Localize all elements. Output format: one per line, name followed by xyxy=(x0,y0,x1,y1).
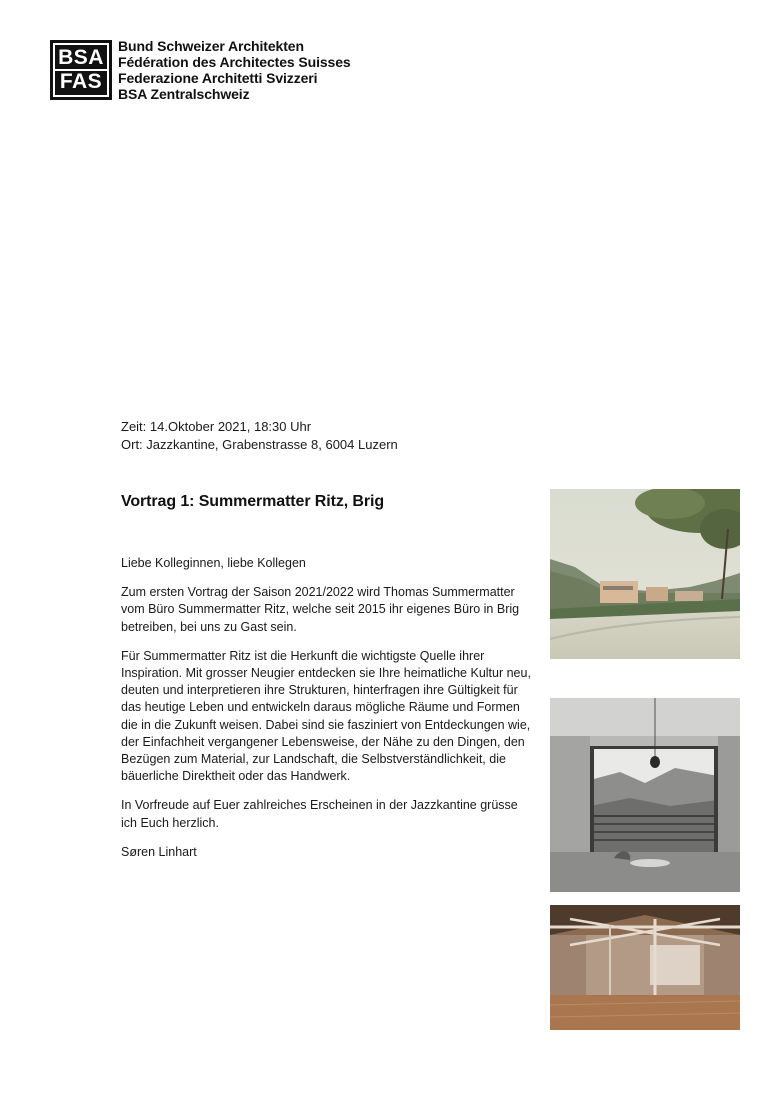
project-image-landscape xyxy=(550,489,740,659)
bsa-fas-logo xyxy=(50,40,112,100)
project-image-interior xyxy=(550,698,740,892)
attic-illustration xyxy=(550,905,740,1030)
project-image-attic xyxy=(550,905,740,1030)
letter-greeting: Liebe Kolleginnen, liebe Kollegen xyxy=(121,556,306,570)
event-details xyxy=(121,418,398,454)
org-name-german: Bund Schweizer Architekten xyxy=(118,38,304,54)
logo-text-top: BSA xyxy=(55,47,107,71)
org-name-french: Fédération des Architectes Suisses xyxy=(118,54,351,70)
org-name-chapter: BSA Zentralschweiz xyxy=(118,86,250,102)
lecture-title: Vortrag 1: Summermatter Ritz, Brig xyxy=(121,493,385,510)
letter-paragraph-description: Für Summermatter Ritz ist die Herkunft die wichtigste Quelle ihrer Inspiration. Mit grosser Neugier entdecken sie Ihre heimatliche Kultur neu, deuten und interpretieren ihre Strukturen, hinterfragen ihre Gültigkeit für das heutige Leben und entwickeln daraus mögliche Räume und Formen die in die Zukunft weisen. Dabei sind sie fasziniert von Entdeckungen wie, der Einfachheit vergangener Lebensweise, der Nähe zu den Dingen, den Bezügen zum Material, zur Landschaft, die Selbstverständlichkeit, die bäuerliche Direktheit oder das Handwerk. xyxy=(121,648,531,784)
landscape-illustration xyxy=(550,489,740,659)
logo-box xyxy=(53,43,109,97)
org-name-italian: Federazione Architetti Svizzeri xyxy=(118,70,318,86)
logo-text-bottom: FAS xyxy=(59,70,103,93)
interior-illustration xyxy=(550,698,740,892)
letter-body xyxy=(121,555,531,873)
organization-names xyxy=(118,38,351,102)
event-location: Ort: Jazzkantine, Grabenstrasse 8, 6004 Luzern xyxy=(121,437,398,452)
letter-paragraph-intro: Zum ersten Vortrag der Saison 2021/2022 wird Thomas Summermatter vom Büro Summermatter Ritz, welche seit 2015 ihr eigenes Büro in Brig betreiben, bei uns zu Gast sein. xyxy=(121,585,520,634)
letter-signature: Søren Linhart xyxy=(121,844,197,859)
letter-paragraph-closing: In Vorfreude auf Euer zahlreiches Erscheinen in der Jazzkantine grüsse ich Euch herzlich. xyxy=(121,798,518,830)
event-time: Zeit: 14.Oktober 2021, 18:30 Uhr xyxy=(121,419,312,434)
